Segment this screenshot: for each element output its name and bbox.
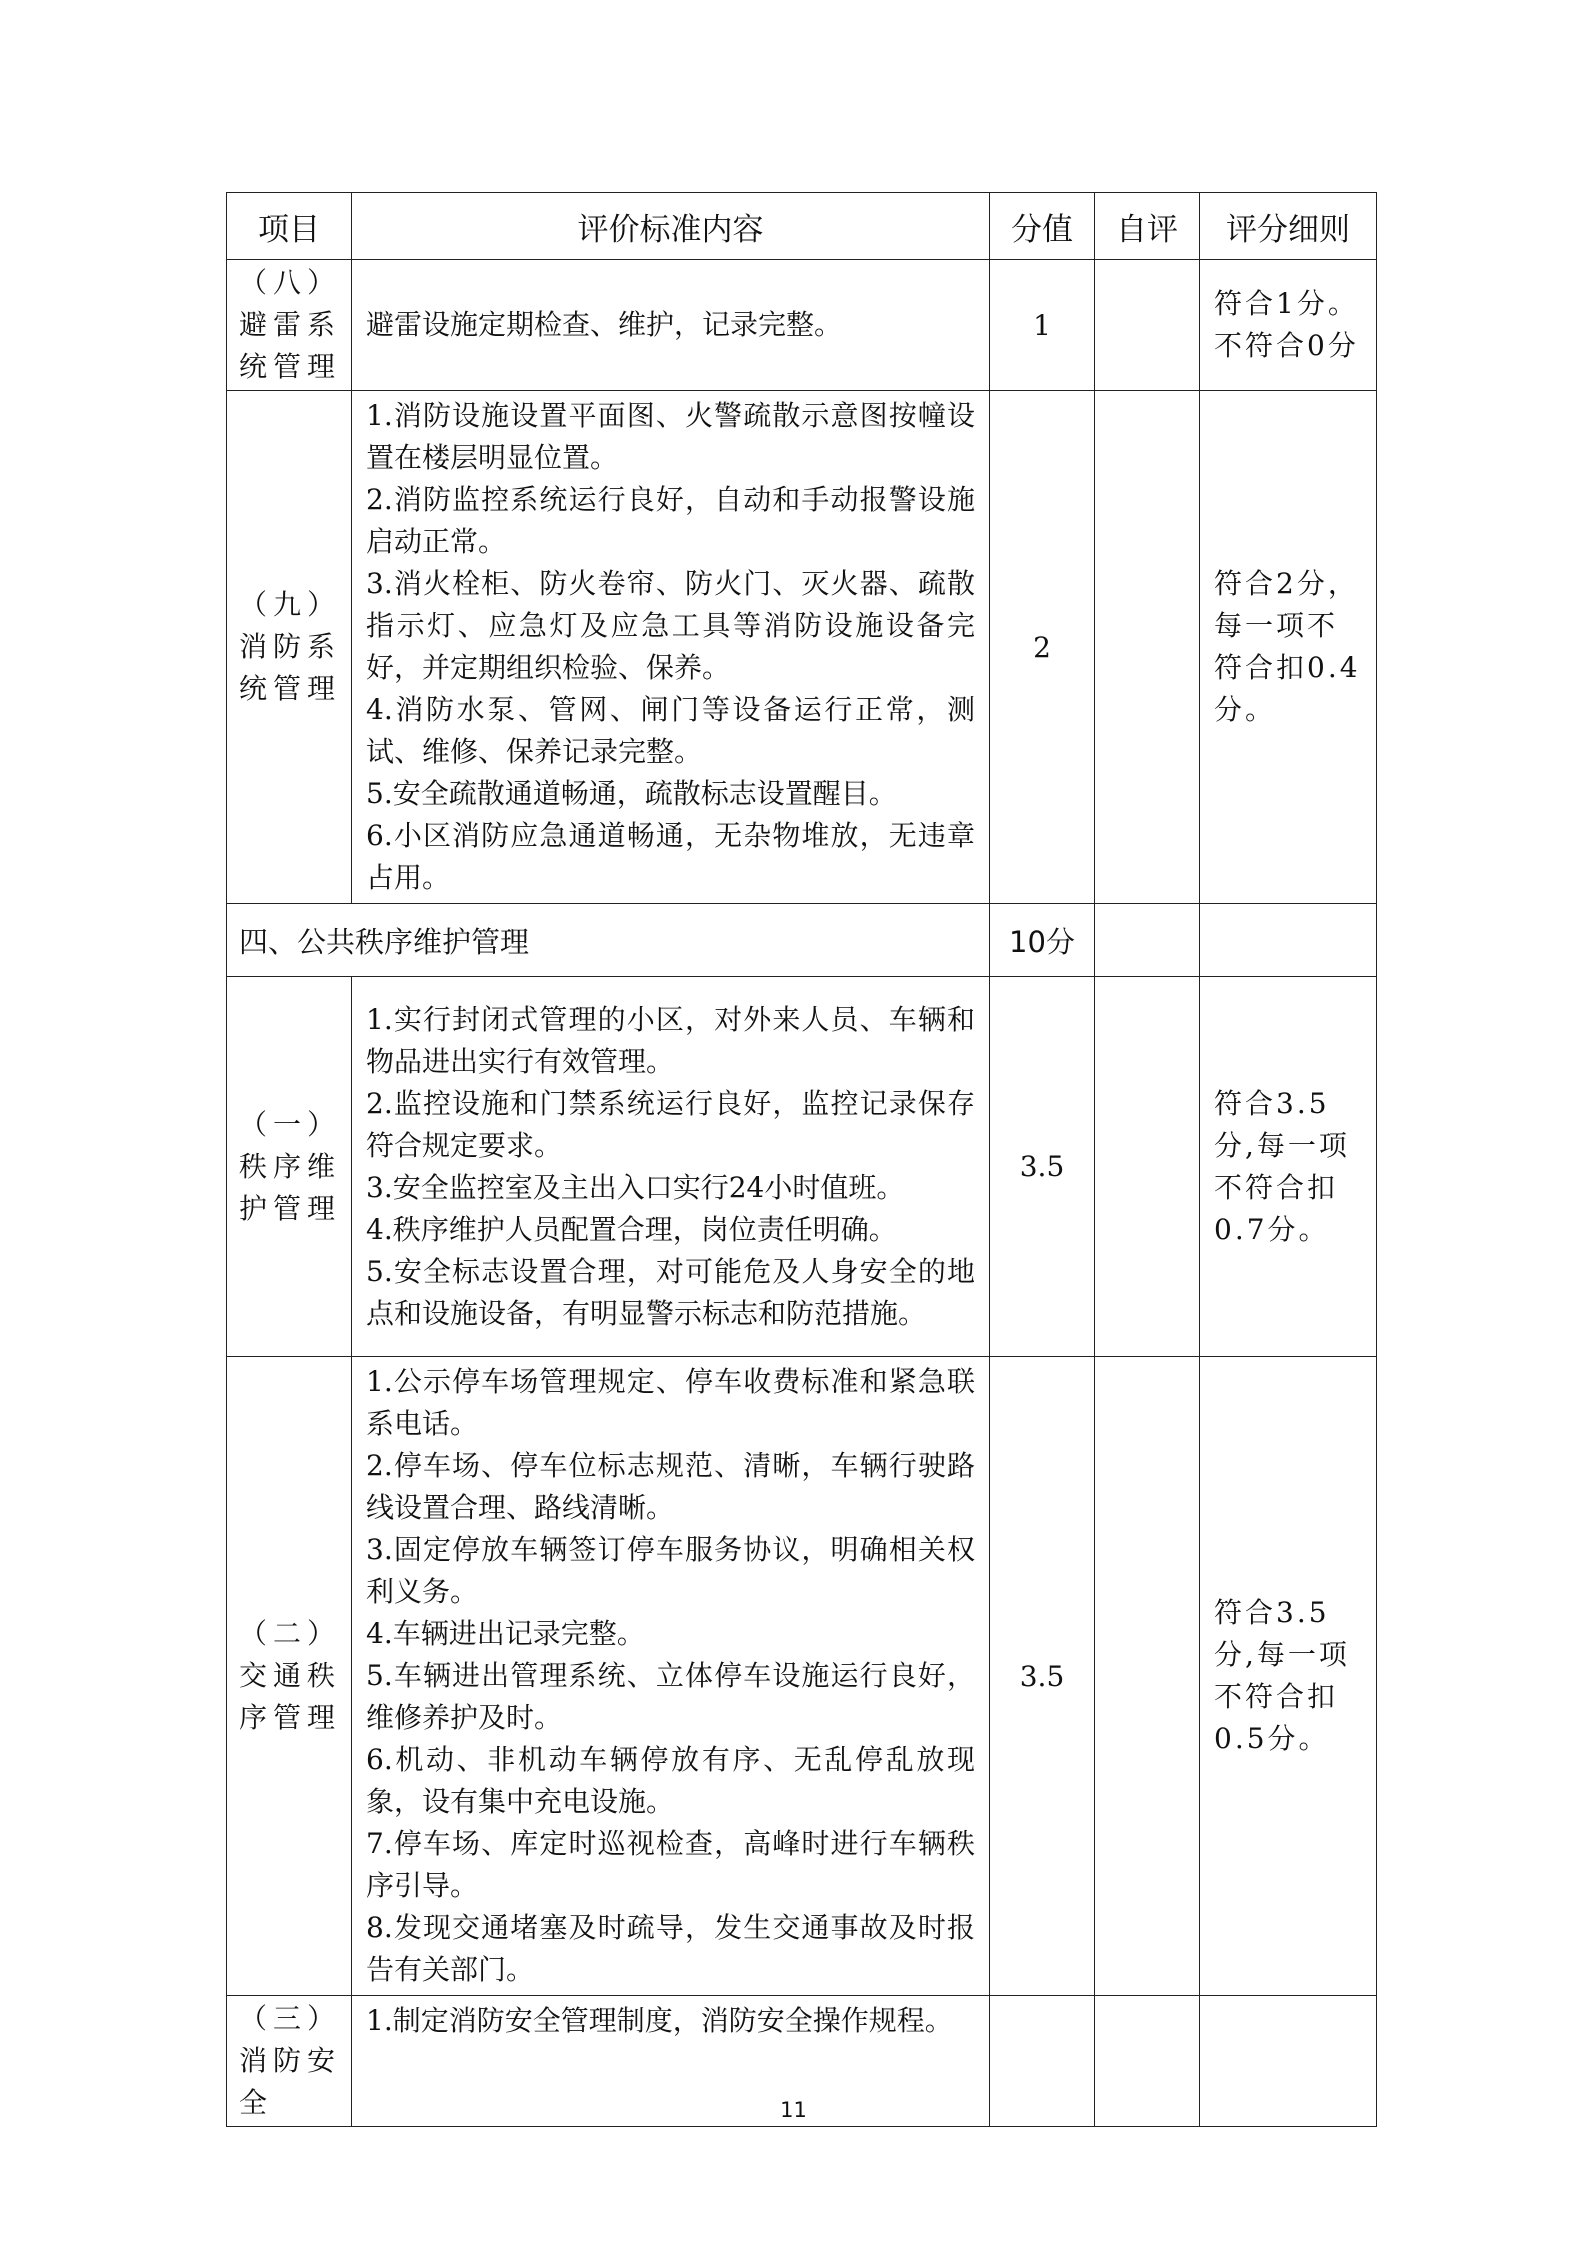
row-self	[1095, 260, 1200, 391]
content-line: 1.实行封闭式管理的小区，对外来人员、车辆和物品进出实行有效管理。	[366, 1002, 975, 1078]
row-score: 3.5	[990, 977, 1095, 1357]
header-score: 分值	[990, 193, 1095, 260]
content-line: 5.车辆进出管理系统、立体停车设施运行良好，维修养护及时。	[366, 1659, 975, 1734]
section-title: 四、公共秩序维护管理	[227, 904, 990, 977]
row-item: （九）消防系统管理	[227, 391, 352, 904]
content-line: 5.安全标志设置合理，对可能危及人身安全的地点和设施设备，有明显警示标志和防范措施。	[366, 1254, 975, 1330]
row-score: 2	[990, 391, 1095, 904]
table-row	[227, 1357, 1377, 1996]
row-self	[1095, 391, 1200, 904]
table-row	[227, 391, 1377, 904]
section-self	[1095, 904, 1200, 977]
content-line: 3.固定停放车辆签订停车服务协议，明确相关权利义务。	[366, 1533, 975, 1608]
content-line: 3.消火栓柜、防火卷帘、防火门、灭火器、疏散指示灯、应急灯及应急工具等消防设施设备完好，并定期组织检验、保养。	[366, 567, 975, 684]
evaluation-table	[226, 192, 1377, 2127]
content-line: 2.停车场、停车位标志规范、清晰，车辆行驶路线设置合理、路线清晰。	[366, 1449, 975, 1524]
page-number: 11	[780, 2098, 807, 2122]
content-line: 2.消防监控系统运行良好，自动和手动报警设施启动正常。	[366, 483, 975, 558]
row-detail: 符合1分。不符合0分	[1200, 260, 1377, 391]
content-line: 避雷设施定期检查、维护，记录完整。	[366, 308, 843, 341]
section-detail	[1200, 904, 1377, 977]
row-self	[1095, 1357, 1200, 1996]
header-detail: 评分细则	[1200, 193, 1377, 260]
row-item: （二）交通秩序管理	[227, 1357, 352, 1996]
row-content	[352, 260, 990, 391]
table-row	[227, 977, 1377, 1357]
row-content	[352, 1357, 990, 1996]
row-item: （三）消防安全	[227, 1996, 352, 2127]
row-detail: 符合3.5分,每一项不符合扣0.7分。	[1200, 977, 1377, 1357]
content-line: 8.发现交通堵塞及时疏导，发生交通事故及时报告有关部门。	[366, 1911, 975, 1986]
row-score: 1	[990, 260, 1095, 391]
header-self: 自评	[1095, 193, 1200, 260]
content-line: 6.机动、非机动车辆停放有序、无乱停乱放现象，设有集中充电设施。	[366, 1743, 975, 1818]
row-self	[1095, 977, 1200, 1357]
row-item: （八）避雷系统管理	[227, 260, 352, 391]
header-item: 项目	[227, 193, 352, 260]
section-score: 10分	[990, 904, 1095, 977]
content-line: 7.停车场、库定时巡视检查，高峰时进行车辆秩序引导。	[366, 1827, 975, 1902]
row-score: 3.5	[990, 1357, 1095, 1996]
content-line: 6.小区消防应急通道畅通，无杂物堆放，无违章占用。	[366, 819, 975, 894]
section-row	[227, 904, 1377, 977]
row-detail: 符合2分，每一项不符合扣0.4分。	[1200, 391, 1377, 904]
row-detail: 符合3.5分,每一项不符合扣0.5分。	[1200, 1357, 1377, 1996]
row-content	[352, 391, 990, 904]
row-content	[352, 977, 990, 1357]
table-row	[227, 260, 1377, 391]
content-line: 5.安全疏散通道畅通，疏散标志设置醒目。	[366, 777, 897, 810]
content-line: 2.监控设施和门禁系统运行良好，监控记录保存符合规定要求。	[366, 1086, 975, 1162]
content-line: 4.车辆进出记录完整。	[366, 1617, 645, 1650]
content-line: 1.制定消防安全管理制度，消防安全操作规程。	[366, 2004, 953, 2037]
header-content: 评价标准内容	[352, 193, 990, 260]
row-item: （一）秩序维护管理	[227, 977, 352, 1357]
content-line: 4.消防水泵、管网、闸门等设备运行正常，测试、维修、保养记录完整。	[366, 693, 975, 768]
content-line: 1.消防设施设置平面图、火警疏散示意图按幢设置在楼层明显位置。	[366, 399, 975, 474]
content-line: 1.公示停车场管理规定、停车收费标准和紧急联系电话。	[366, 1365, 975, 1440]
table-header-row	[227, 193, 1377, 260]
content-line: 4.秩序维护人员配置合理，岗位责任明确。	[366, 1212, 897, 1246]
content-line: 3.安全监控室及主出入口实行24小时值班。	[366, 1170, 905, 1204]
